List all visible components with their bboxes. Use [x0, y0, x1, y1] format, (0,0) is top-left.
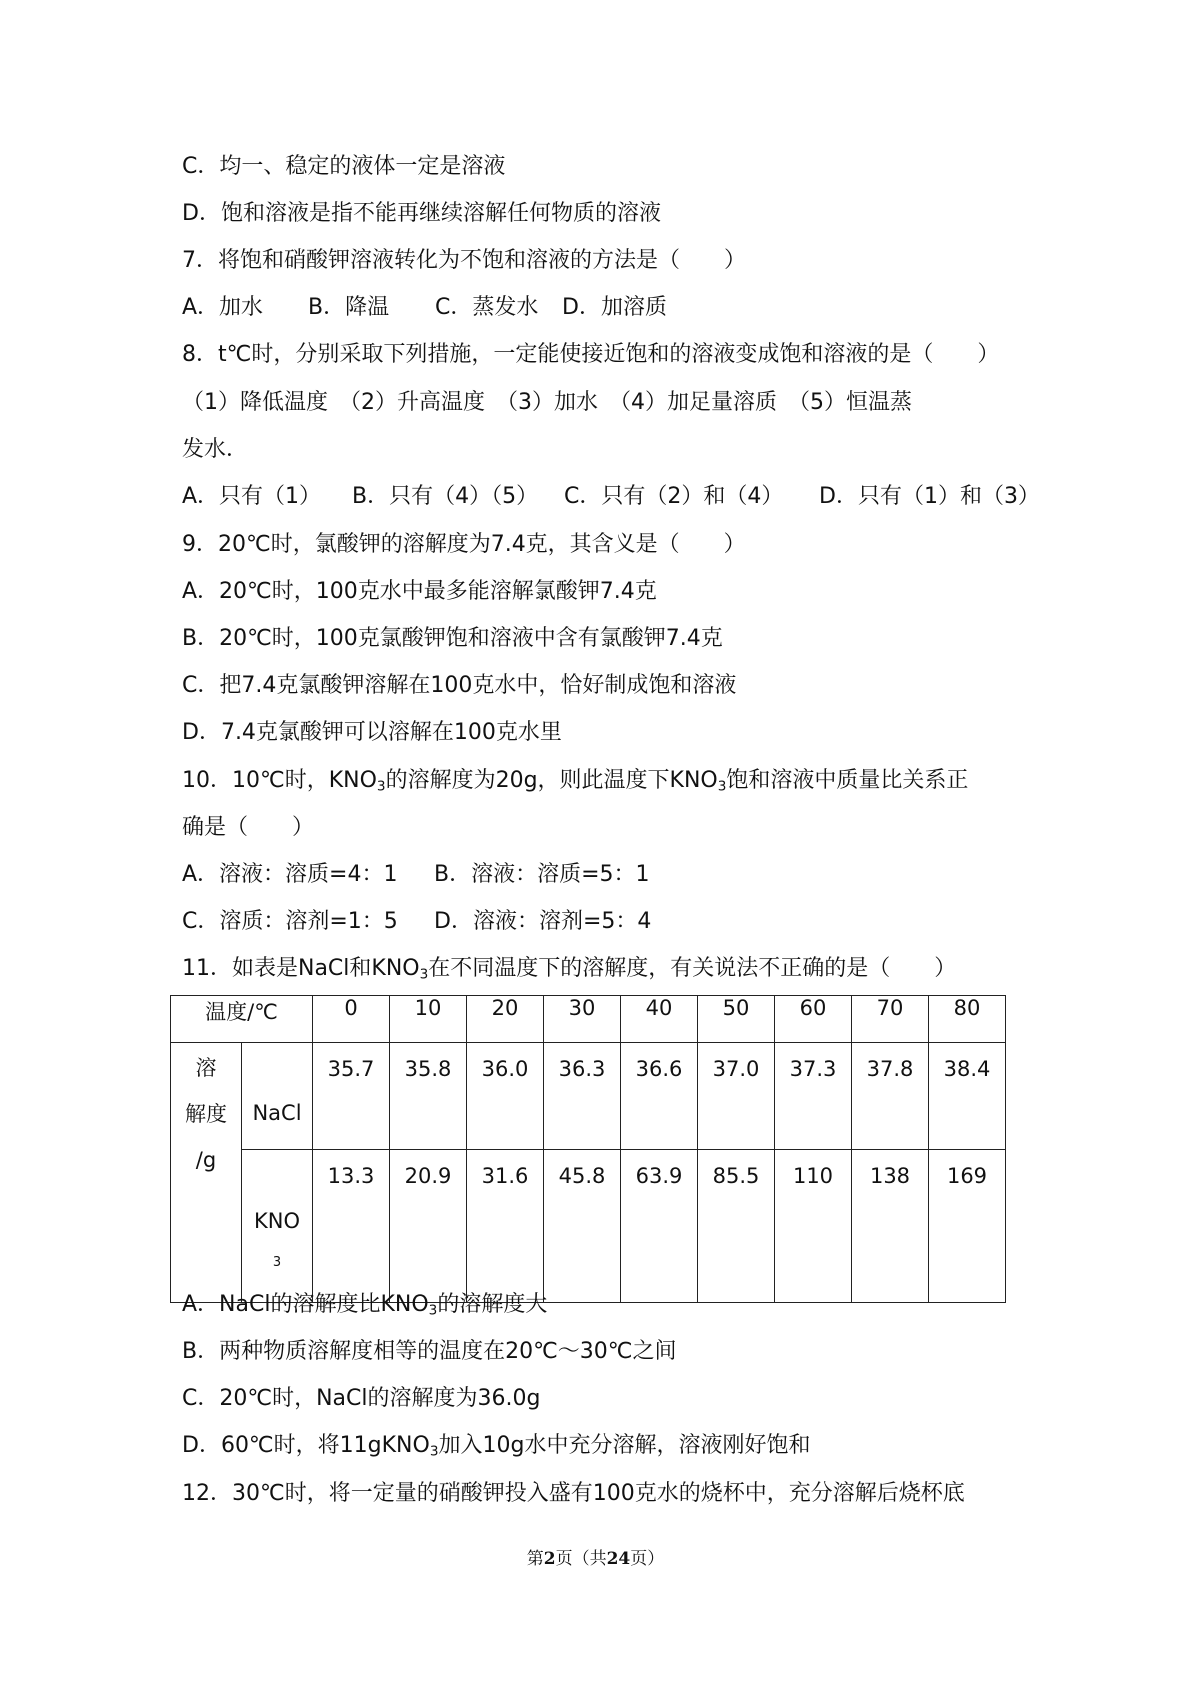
page-total: 24 — [606, 1549, 631, 1569]
q9-option-b: B．20℃时，100克氯酸钾饱和溶液中含有氯酸钾7.4克 — [182, 626, 723, 651]
q11-option-c: C．20℃时，NaCl的溶解度为36.0g — [182, 1386, 541, 1411]
solubility-table — [170, 995, 1006, 1303]
nacl-value: 37.8 — [852, 1043, 929, 1150]
temp-cell: 50 — [698, 996, 775, 1043]
option-c-line: C．均一、稳定的液体一定是溶液 — [182, 154, 506, 179]
kno3-value: 138 — [852, 1150, 929, 1303]
temp-cell: 0 — [313, 996, 390, 1043]
kno3-label: KNO 3 — [242, 1150, 313, 1303]
question-9: 9．20℃时，氯酸钾的溶解度为7.4克，其含义是（ ） — [182, 532, 746, 557]
q10-option-c: C．溶质：溶剂=1：5 — [182, 909, 398, 934]
nacl-value: 38.4 — [929, 1043, 1006, 1150]
q9-option-d: D．7.4克氯酸钾可以溶解在100克水里 — [182, 720, 562, 745]
nacl-value: 35.7 — [313, 1043, 390, 1150]
nacl-value: 36.6 — [621, 1043, 698, 1150]
nacl-value: 36.0 — [467, 1043, 544, 1150]
question-8-measures: （1）降低温度 （2）升高温度 （3）加水 （4）加足量溶质 （5）恒温蒸 — [182, 390, 912, 415]
temp-cell: 80 — [929, 996, 1006, 1043]
table-row-kno3 — [171, 1150, 1006, 1303]
nacl-value: 37.3 — [775, 1043, 852, 1150]
q10-option-b: B．溶液：溶质=5：1 — [434, 862, 650, 887]
kno3-value: 20.9 — [390, 1150, 467, 1303]
temp-cell: 60 — [775, 996, 852, 1043]
q8-option-c: C．只有（2）和（4） — [564, 484, 784, 509]
table-row-nacl — [171, 1043, 1006, 1150]
q8-option-b: B．只有（4）（5） — [352, 484, 539, 509]
question-8: 8．t℃时，分别采取下列措施，一定能使接近饱和的溶液变成饱和溶液的是（ ） — [182, 342, 1000, 367]
temp-cell: 10 — [390, 996, 467, 1043]
kno3-value: 85.5 — [698, 1150, 775, 1303]
question-8-measures-cont: 发水． — [182, 437, 249, 462]
question-11: 11．如表是NaCl和$KNO_3$在不同温度下的溶解度，有关说法不正确的是（ ） — [182, 956, 957, 983]
question-10-options-cd — [182, 907, 651, 937]
table-header-row — [171, 996, 1006, 1043]
question-10-cont: 确是（ ） — [182, 815, 315, 840]
q11-option-d: D．60℃时，将11gKNO$_3$加入10g水中充分溶解，溶液刚好饱和 — [182, 1433, 811, 1460]
option-d-line: D．饱和溶液是指不能再继续溶解任何物质的溶液 — [182, 201, 661, 226]
q7-option-b: B．降温 — [308, 295, 390, 320]
question-10: 10．10℃时，$KNO_3$的溶解度为20g，则此温度下$KNO_3$饱和溶液中质量比关系正 — [182, 768, 969, 795]
temp-cell: 70 — [852, 996, 929, 1043]
temp-cell: 20 — [467, 996, 544, 1043]
kno3-value: 13.3 — [313, 1150, 390, 1303]
question-7: 7．将饱和硝酸钾溶液转化为不饱和溶液的方法是（ ） — [182, 248, 746, 273]
question-10-options-ab — [182, 860, 650, 890]
temp-cell: 30 — [544, 996, 621, 1043]
q9-option-c: C．把7.4克氯酸钾溶解在100克水中，恰好制成饱和溶液 — [182, 673, 737, 698]
q8-option-d: D．只有（1）和（3） — [819, 484, 1040, 509]
kno3-value: 31.6 — [467, 1150, 544, 1303]
nacl-value: 35.8 — [390, 1043, 467, 1150]
q10-option-a: A．溶液：溶质=4：1 — [182, 862, 398, 887]
q7-option-a: A．加水 — [182, 295, 264, 320]
nacl-value: 37.0 — [698, 1043, 775, 1150]
kno3-value: 63.9 — [621, 1150, 698, 1303]
kno3-value: 45.8 — [544, 1150, 621, 1303]
kno3-value: 169 — [929, 1150, 1006, 1303]
q9-option-a: A．20℃时，100克水中最多能溶解氯酸钾7.4克 — [182, 579, 657, 604]
question-12: 12．30℃时，将一定量的硝酸钾投入盛有100克水的烧杯中，充分溶解后烧杯底 — [182, 1481, 965, 1506]
temp-cell: 40 — [621, 996, 698, 1043]
question-7-options — [182, 293, 667, 323]
q7-option-d: D．加溶质 — [562, 295, 667, 320]
q10-option-d: D．溶液：溶剂=5：4 — [434, 909, 652, 934]
q11-option-a: A．NaCl的溶解度比$KNO_3$的溶解度大 — [182, 1292, 548, 1319]
kno3-value: 110 — [775, 1150, 852, 1303]
page-number: 2 — [543, 1549, 556, 1569]
solubility-row-label: 溶 解度 /g — [171, 1043, 242, 1303]
nacl-label: NaCl — [242, 1043, 313, 1150]
q8-option-a: A．只有（1） — [182, 484, 322, 509]
page-footer: 第2页（共24页） — [526, 1549, 665, 1569]
q11-option-b: B．两种物质溶解度相等的温度在20℃～30℃之间 — [182, 1339, 677, 1364]
question-8-options — [182, 482, 1040, 512]
nacl-value: 36.3 — [544, 1043, 621, 1150]
q7-option-c: C．蒸发水 — [435, 295, 539, 320]
temperature-header: 温度/℃ — [171, 996, 313, 1043]
